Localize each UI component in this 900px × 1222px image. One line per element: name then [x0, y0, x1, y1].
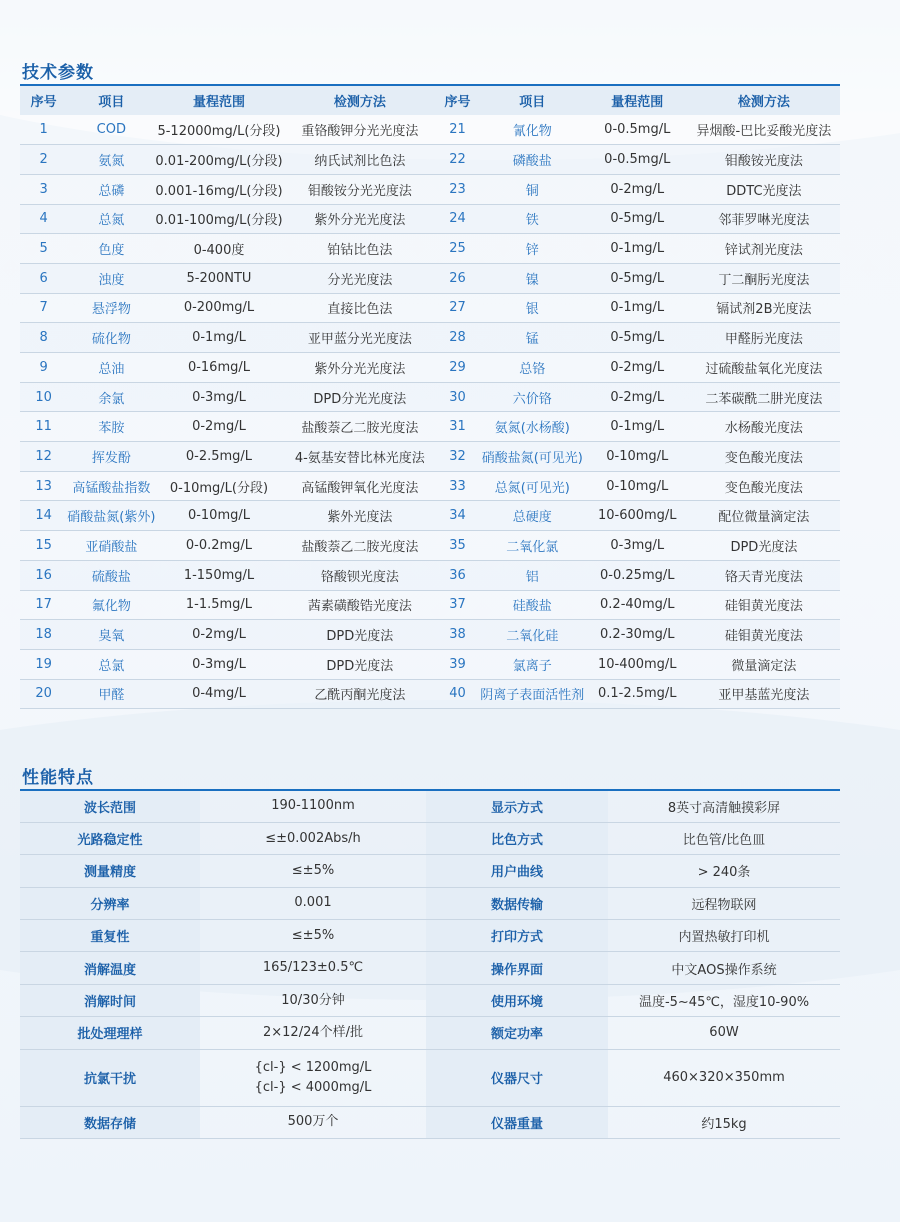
row-item: 余氯: [67, 382, 155, 412]
feature-value-line: 2×12/24个样/批: [262, 1024, 363, 1040]
row-item: 浊度: [67, 263, 155, 293]
row-no: 35: [437, 531, 478, 561]
row-method: DPD光度法: [283, 620, 438, 650]
row-no: 2: [20, 145, 67, 175]
row-method: 盐酸萘乙二胺光度法: [283, 531, 438, 561]
feature-section-title: 性能特点: [22, 768, 94, 788]
table-row: [20, 412, 840, 442]
row-item: 阴离子表面活性剂: [478, 679, 587, 709]
row-item: 氯离子: [478, 649, 587, 679]
spec-table-header: [20, 85, 840, 115]
row-no: 15: [20, 531, 67, 561]
feature-value: [200, 984, 426, 1016]
row-no: 18: [20, 620, 67, 650]
header-range: 量程范围: [587, 85, 688, 115]
table-row: [20, 855, 840, 887]
row-method: 纳氏试剂比色法: [283, 145, 438, 175]
row-method: 亚甲基蓝光度法: [688, 679, 840, 709]
row-no: 21: [437, 115, 478, 145]
feature-key: 仪器尺寸: [426, 1049, 608, 1106]
table-row: [20, 174, 840, 204]
row-item: 亚硝酸盐: [67, 531, 155, 561]
table-row: [20, 1049, 840, 1106]
row-no: 34: [437, 501, 478, 531]
row-method: 直接比色法: [283, 293, 438, 323]
header-method: 检测方法: [283, 85, 438, 115]
row-item: 硫化物: [67, 323, 155, 353]
row-range: 0-1mg/L: [587, 412, 688, 442]
row-range: 0-3mg/L: [587, 531, 688, 561]
row-item: 色度: [67, 234, 155, 264]
row-range: 0-10mg/L: [587, 471, 688, 501]
feature-value: 约15kg: [608, 1106, 840, 1138]
feature-value: [200, 1017, 426, 1049]
row-no: 1: [20, 115, 67, 145]
row-method: 邻菲罗啉光度法: [688, 204, 840, 234]
row-item: 高锰酸盐指数: [67, 471, 155, 501]
row-item: 硅酸盐: [478, 590, 587, 620]
row-method: 铂钴比色法: [283, 234, 438, 264]
row-range: 0-5mg/L: [587, 263, 688, 293]
row-range: 0-10mg/L: [155, 501, 282, 531]
row-range: 0-1mg/L: [587, 293, 688, 323]
row-no: 27: [437, 293, 478, 323]
row-range: 0-2mg/L: [587, 174, 688, 204]
row-no: 11: [20, 412, 67, 442]
row-no: 6: [20, 263, 67, 293]
feature-value: [200, 822, 426, 854]
row-no: 3: [20, 174, 67, 204]
header-no: 序号: [20, 85, 67, 115]
row-item: 二氧化氯: [478, 531, 587, 561]
row-range: 0-0.5mg/L: [587, 115, 688, 145]
row-method: 微量滴定法: [688, 649, 840, 679]
feature-value-line: 0.001: [294, 895, 332, 911]
table-row: [20, 442, 840, 472]
row-method: 盐酸萘乙二胺光度法: [283, 412, 438, 442]
feature-value: 8英寸高清触摸彩屏: [608, 790, 840, 822]
row-no: 37: [437, 590, 478, 620]
row-item: 总磷: [67, 174, 155, 204]
row-no: 40: [437, 679, 478, 709]
table-row: [20, 115, 840, 145]
row-method: 异烟酸-巴比妥酸光度法: [688, 115, 840, 145]
row-range: 0-2mg/L: [155, 412, 282, 442]
table-row: [20, 204, 840, 234]
row-no: 29: [437, 353, 478, 383]
table-row: [20, 263, 840, 293]
row-no: 39: [437, 649, 478, 679]
feature-key: 使用环境: [426, 984, 608, 1016]
row-range: 0.2-40mg/L: [587, 590, 688, 620]
row-range: 1-150mg/L: [155, 560, 282, 590]
row-no: 5: [20, 234, 67, 264]
feature-key: 消解时间: [20, 984, 200, 1016]
feature-key: 比色方式: [426, 822, 608, 854]
row-item: 氟化物: [67, 590, 155, 620]
feature-key: 仪器重量: [426, 1106, 608, 1138]
row-range: 0-10mg/L(分段): [155, 471, 282, 501]
table-row: [20, 531, 840, 561]
feature-value: 比色管/比色皿: [608, 822, 840, 854]
row-item: 总油: [67, 353, 155, 383]
row-no: 38: [437, 620, 478, 650]
feature-value-line: 500万个: [287, 1114, 339, 1130]
feature-value-line: 165/123±0.5℃: [262, 960, 364, 976]
feature-value: [200, 952, 426, 984]
row-no: 32: [437, 442, 478, 472]
row-item: 总硬度: [478, 501, 587, 531]
row-item: 臭氧: [67, 620, 155, 650]
row-method: DPD光度法: [688, 531, 840, 561]
row-no: 14: [20, 501, 67, 531]
row-range: 0-0.2mg/L: [155, 531, 282, 561]
row-range: 0-1mg/L: [155, 323, 282, 353]
row-method: 过硫酸盐氧化光度法: [688, 353, 840, 383]
row-range: 0.2-30mg/L: [587, 620, 688, 650]
row-method: DDTC光度法: [688, 174, 840, 204]
feature-value: 温度-5~45℃，湿度10-90%: [608, 984, 840, 1016]
feature-value-line: ≤±5%: [291, 862, 335, 878]
table-row: [20, 234, 840, 264]
row-item: COD: [67, 115, 155, 145]
feature-key: 数据传输: [426, 887, 608, 919]
table-row: [20, 293, 840, 323]
row-item: 磷酸盐: [478, 145, 587, 175]
row-item: 银: [478, 293, 587, 323]
row-method: 高锰酸钾氧化光度法: [283, 471, 438, 501]
row-method: 紫外光度法: [283, 501, 438, 531]
row-no: 16: [20, 560, 67, 590]
row-range: 0-200mg/L: [155, 293, 282, 323]
table-row: [20, 1017, 840, 1049]
row-no: 9: [20, 353, 67, 383]
row-item: 二氧化硅: [478, 620, 587, 650]
row-method: 镉试剂2B光度法: [688, 293, 840, 323]
header-item: 项目: [67, 85, 155, 115]
table-row: [20, 382, 840, 412]
row-item: 总氮(可见光): [478, 471, 587, 501]
row-range: 0-400度: [155, 234, 282, 264]
row-no: 30: [437, 382, 478, 412]
feature-key: 分辨率: [20, 887, 200, 919]
row-method: 亚甲蓝分光光度法: [283, 323, 438, 353]
header-method: 检测方法: [688, 85, 840, 115]
row-range: 0-4mg/L: [155, 679, 282, 709]
row-no: 4: [20, 204, 67, 234]
feature-key: 波长范围: [20, 790, 200, 822]
row-method: 甲醛肟光度法: [688, 323, 840, 353]
row-no: 23: [437, 174, 478, 204]
table-row: [20, 887, 840, 919]
table-row: [20, 920, 840, 952]
feature-value: > 240条: [608, 855, 840, 887]
row-range: 0-0.25mg/L: [587, 560, 688, 590]
row-item: 苯胺: [67, 412, 155, 442]
feature-key: 显示方式: [426, 790, 608, 822]
row-method: DPD光度法: [283, 649, 438, 679]
row-item: 总氮: [67, 204, 155, 234]
row-item: 硫酸盐: [67, 560, 155, 590]
row-item: 铁: [478, 204, 587, 234]
table-row: [20, 822, 840, 854]
row-range: 0-3mg/L: [155, 382, 282, 412]
feature-key: 操作界面: [426, 952, 608, 984]
table-row: [20, 649, 840, 679]
table-row: [20, 952, 840, 984]
row-no: 25: [437, 234, 478, 264]
row-item: 锰: [478, 323, 587, 353]
table-row: [20, 1106, 840, 1138]
feature-value: [200, 920, 426, 952]
row-item: 六价铬: [478, 382, 587, 412]
row-item: 甲醛: [67, 679, 155, 709]
row-no: 10: [20, 382, 67, 412]
row-method: 铬酸钡光度法: [283, 560, 438, 590]
row-range: 5-12000mg/L(分段): [155, 115, 282, 145]
row-range: 10-600mg/L: [587, 501, 688, 531]
row-range: 0.001-16mg/L(分段): [155, 174, 282, 204]
row-item: 悬浮物: [67, 293, 155, 323]
feature-key: 数据存储: [20, 1106, 200, 1138]
row-method: 配位微量滴定法: [688, 501, 840, 531]
row-range: 0-0.5mg/L: [587, 145, 688, 175]
row-range: 0-2mg/L: [587, 353, 688, 383]
row-range: 0-1mg/L: [587, 234, 688, 264]
row-range: 0-3mg/L: [155, 649, 282, 679]
row-item: 铜: [478, 174, 587, 204]
row-method: 丁二酮肟光度法: [688, 263, 840, 293]
header-item: 项目: [478, 85, 587, 115]
feature-value-line: ≤±5%: [291, 927, 335, 943]
row-method: DPD分光光度法: [283, 382, 438, 412]
feature-key: 测量精度: [20, 855, 200, 887]
feature-value: [200, 855, 426, 887]
row-range: 0.1-2.5mg/L: [587, 679, 688, 709]
row-method: 二苯碳酰二肼光度法: [688, 382, 840, 412]
feature-value: [200, 1049, 426, 1106]
row-method: 铬天青光度法: [688, 560, 840, 590]
row-no: 13: [20, 471, 67, 501]
row-item: 硝酸盐氮(可见光): [478, 442, 587, 472]
feature-value: 内置热敏打印机: [608, 920, 840, 952]
row-method: 硅钼黄光度法: [688, 590, 840, 620]
spec-section-title: 技术参数: [22, 63, 94, 83]
table-row: [20, 353, 840, 383]
header-range: 量程范围: [155, 85, 282, 115]
row-range: 0-16mg/L: [155, 353, 282, 383]
row-method: 乙酰丙酮光度法: [283, 679, 438, 709]
row-method: 硅钼黄光度法: [688, 620, 840, 650]
row-no: 33: [437, 471, 478, 501]
row-no: 8: [20, 323, 67, 353]
row-method: 重铬酸钾分光光度法: [283, 115, 438, 145]
row-method: 变色酸光度法: [688, 471, 840, 501]
row-no: 12: [20, 442, 67, 472]
feature-key: 光路稳定性: [20, 822, 200, 854]
row-method: 钼酸铵光度法: [688, 145, 840, 175]
feature-value-line: {cl-} < 1200mg/L: [254, 1059, 372, 1075]
row-range: 0.01-200mg/L(分段): [155, 145, 282, 175]
table-row: [20, 560, 840, 590]
row-method: 分光光度法: [283, 263, 438, 293]
row-no: 26: [437, 263, 478, 293]
feature-value-line: 10/30分钟: [281, 992, 345, 1008]
row-item: 氰化物: [478, 115, 587, 145]
feature-value: [200, 1106, 426, 1138]
row-method: 紫外分光光度法: [283, 204, 438, 234]
feature-value-line: ≤±0.002Abs/h: [265, 830, 361, 846]
table-row: [20, 620, 840, 650]
row-item: 挥发酚: [67, 442, 155, 472]
feature-value: 460×320×350mm: [608, 1049, 840, 1106]
table-row: [20, 501, 840, 531]
row-method: 钼酸铵分光光度法: [283, 174, 438, 204]
feature-key: 用户曲线: [426, 855, 608, 887]
feature-key: 重复性: [20, 920, 200, 952]
row-item: 氨氮: [67, 145, 155, 175]
row-range: 0-5mg/L: [587, 204, 688, 234]
table-row: [20, 679, 840, 709]
row-item: 锌: [478, 234, 587, 264]
row-item: 总铬: [478, 353, 587, 383]
row-no: 24: [437, 204, 478, 234]
table-row: [20, 145, 840, 175]
feature-value: [200, 790, 426, 822]
header-no: 序号: [437, 85, 478, 115]
row-method: 锌试剂光度法: [688, 234, 840, 264]
feature-table: [20, 789, 840, 1139]
feature-key: 抗氯干扰: [20, 1049, 200, 1106]
row-item: 硝酸盐氮(紫外): [67, 501, 155, 531]
spec-table: [20, 84, 840, 709]
row-no: 7: [20, 293, 67, 323]
row-no: 28: [437, 323, 478, 353]
feature-value: 60W: [608, 1017, 840, 1049]
row-range: 1-1.5mg/L: [155, 590, 282, 620]
row-item: 镍: [478, 263, 587, 293]
row-no: 22: [437, 145, 478, 175]
row-no: 31: [437, 412, 478, 442]
feature-value-line: 190-1100nm: [271, 798, 355, 814]
row-method: 紫外分光光度法: [283, 353, 438, 383]
feature-key: 批处理理样: [20, 1017, 200, 1049]
row-range: 5-200NTU: [155, 263, 282, 293]
row-range: 10-400mg/L: [587, 649, 688, 679]
feature-key: 打印方式: [426, 920, 608, 952]
row-item: 总氯: [67, 649, 155, 679]
feature-value: 中文AOS操作系统: [608, 952, 840, 984]
row-range: 0-2mg/L: [155, 620, 282, 650]
row-no: 19: [20, 649, 67, 679]
feature-key: 消解温度: [20, 952, 200, 984]
row-method: 茜素磺酸锆光度法: [283, 590, 438, 620]
row-range: 0-5mg/L: [587, 323, 688, 353]
row-no: 20: [20, 679, 67, 709]
row-method: 4-氨基安替比林光度法: [283, 442, 438, 472]
row-range: 0-10mg/L: [587, 442, 688, 472]
row-no: 36: [437, 560, 478, 590]
table-row: [20, 984, 840, 1016]
feature-value-line: {cl-} < 4000mg/L: [254, 1079, 372, 1095]
table-row: [20, 323, 840, 353]
row-item: 铝: [478, 560, 587, 590]
row-range: 0-2mg/L: [587, 382, 688, 412]
row-method: 水杨酸光度法: [688, 412, 840, 442]
table-row: [20, 471, 840, 501]
feature-key: 额定功率: [426, 1017, 608, 1049]
row-no: 17: [20, 590, 67, 620]
row-method: 变色酸光度法: [688, 442, 840, 472]
row-item: 氨氮(水杨酸): [478, 412, 587, 442]
row-range: 0-2.5mg/L: [155, 442, 282, 472]
table-row: [20, 590, 840, 620]
table-row: [20, 790, 840, 822]
row-range: 0.01-100mg/L(分段): [155, 204, 282, 234]
feature-value: 远程物联网: [608, 887, 840, 919]
feature-value: [200, 887, 426, 919]
